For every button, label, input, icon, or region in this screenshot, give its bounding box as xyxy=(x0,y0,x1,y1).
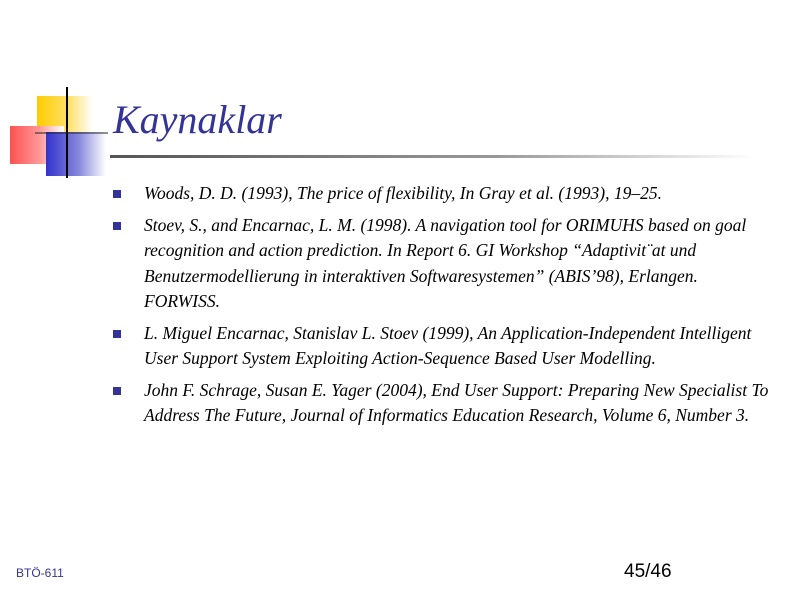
page-number: 45/46 xyxy=(624,561,672,582)
reference-item xyxy=(112,213,772,315)
reference-text: Stoev, S., and Encarnac, L. M. (1998). A navigation tool for ORIMUHS based on goal recognition and action prediction. In Report 6. GI Workshop “Adaptivit¨at und Benutzermodellierung in interaktiven Softwaresystemen” (ABIS’98), Erlangen. FORWISS. xyxy=(144,214,747,311)
square-bullet-icon xyxy=(113,387,121,395)
reference-item xyxy=(112,181,772,207)
square-bullet-icon xyxy=(113,190,121,198)
reference-list xyxy=(112,181,772,435)
reference-item xyxy=(112,321,772,372)
blue-square xyxy=(46,132,106,176)
course-code: BTÖ-611 xyxy=(16,566,64,580)
reference-text: John F. Schrage, Susan E. Yager (2004), End User Support: Preparing New Specialist To Address The Future, Journal of Informatics Education Research, Volume 6, Number 3. xyxy=(144,379,769,425)
square-bullet-icon xyxy=(113,222,121,230)
reference-item xyxy=(112,378,772,429)
square-bullet-icon xyxy=(113,330,121,338)
title-underline xyxy=(110,155,755,158)
reference-text: Woods, D. D. (1993), The price of flexibility, In Gray et al. (1993), 19–25. xyxy=(144,183,662,203)
slide-title: Kaynaklar xyxy=(113,97,282,142)
reference-text: L. Miguel Encarnac, Stanislav L. Stoev (1999), An Application-Independent Intelligent User Support System Exploiting Action-Sequence Based User Modelling. xyxy=(144,322,752,368)
